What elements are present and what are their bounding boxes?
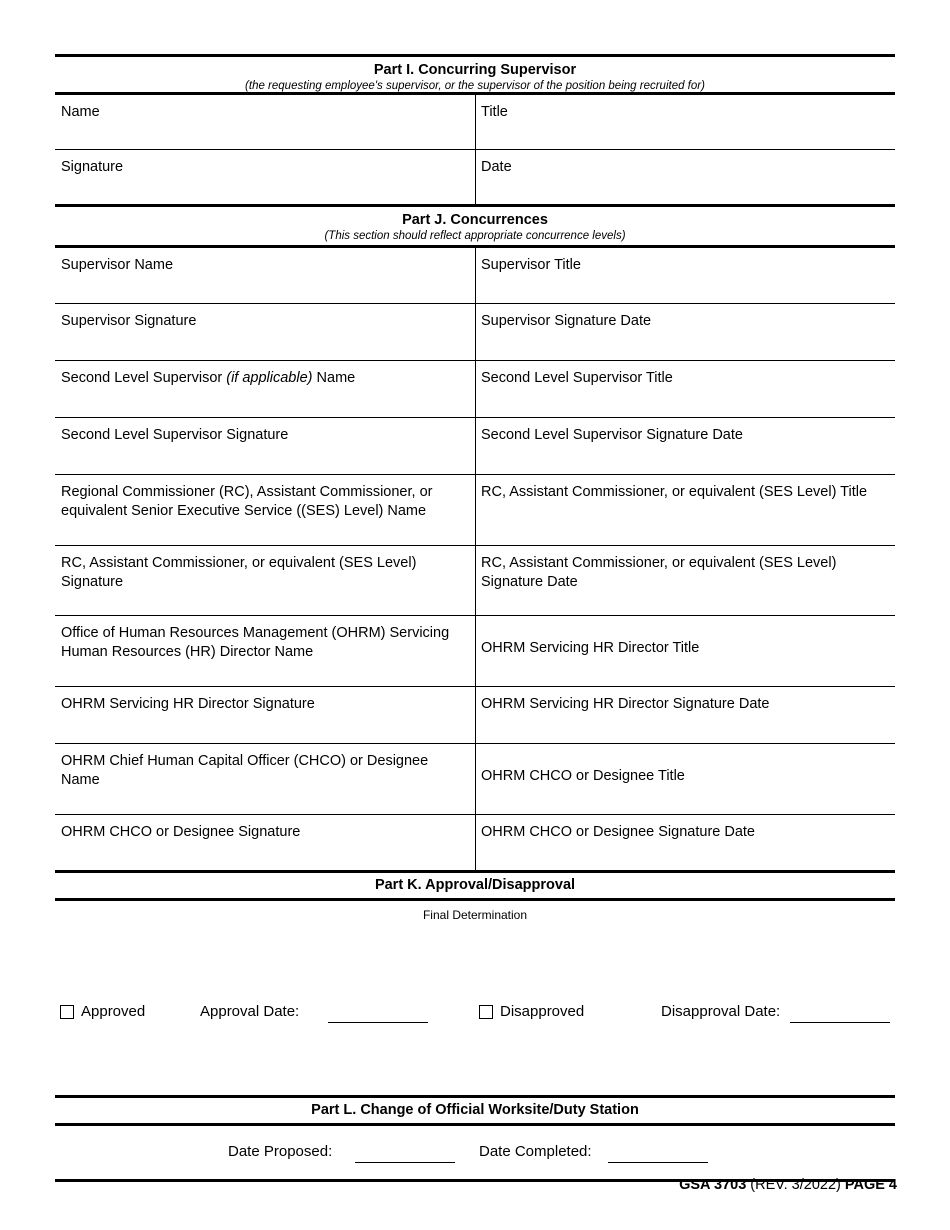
ohrm-hr-director-name-field[interactable]: Office of Human Resources Management (OHRM) Servicing Human Resources (HR) Director Name: [61, 625, 450, 660]
title-field[interactable]: Title: [475, 95, 895, 149]
part-l-header: [55, 1098, 895, 1123]
part-l-body: [55, 1126, 895, 1179]
date-proposed-label: Date Proposed:: [228, 1143, 333, 1160]
part-i-subtitle: (the requesting employee's supervisor, or the supervisor of the position being recruited for): [245, 80, 705, 92]
page-footer: [679, 1177, 897, 1193]
disapproval-date-label: Disapproval Date:: [661, 1003, 781, 1020]
ohrm-chco-signature-date-field[interactable]: OHRM CHCO or Designee Signature Date: [475, 815, 895, 870]
approved-label: Approved: [81, 1003, 146, 1020]
part-j-header: [55, 207, 895, 245]
date-proposed-group: [355, 1145, 455, 1163]
page-number: PAGE 4: [844, 1177, 897, 1193]
part-i-row-name: [55, 95, 895, 149]
date-proposed-group: [228, 1143, 332, 1160]
second-level-supervisor-name-field[interactable]: [55, 361, 475, 417]
final-determination-label: Final Determination: [422, 908, 528, 922]
label-text: Second Level Supervisor: [61, 370, 227, 386]
rc-signature-date-field[interactable]: RC, Assistant Commissioner, or equivalent (SES Level) Signature Date: [475, 546, 895, 615]
date-completed-label: Date Completed:: [479, 1143, 592, 1160]
concurrence-row: [55, 686, 895, 743]
supervisor-signature-date-field[interactable]: Supervisor Signature Date: [475, 304, 895, 360]
date-completed-group: [479, 1143, 592, 1160]
second-level-supervisor-title-field[interactable]: Second Level Supervisor Title: [475, 361, 895, 417]
rc-name-field[interactable]: Regional Commissioner (RC), Assistant Commissioner, or equivalent Senior Executive Service ((SES) Level) Name: [61, 484, 433, 519]
disapproval-date-input[interactable]: [790, 1005, 890, 1023]
supervisor-signature-field[interactable]: Supervisor Signature: [61, 313, 197, 329]
date-completed-input[interactable]: [608, 1145, 708, 1163]
ohrm-chco-title-field[interactable]: OHRM CHCO or Designee Title: [475, 744, 895, 814]
form-page: [55, 54, 895, 1182]
approved-checkbox[interactable]: [60, 1005, 74, 1019]
supervisor-name-field[interactable]: Supervisor Name: [61, 257, 174, 273]
label-text: Name: [312, 370, 356, 386]
part-k-title: Part K. Approval/Disapproval: [374, 877, 576, 893]
concurrence-row: [55, 545, 895, 615]
name-field[interactable]: Name: [61, 104, 100, 120]
rc-title-field[interactable]: RC, Assistant Commissioner, or equivalent (SES Level) Title: [475, 475, 895, 545]
ohrm-hr-director-signature-field[interactable]: OHRM Servicing HR Director Signature: [61, 696, 315, 712]
second-level-supervisor-signature-field[interactable]: Second Level Supervisor Signature: [61, 427, 289, 443]
rc-signature-field[interactable]: RC, Assistant Commissioner, or equivalent (SES Level) Signature: [61, 555, 417, 590]
approved-option[interactable]: [60, 1003, 145, 1020]
disapproval-date-group: [790, 1005, 890, 1023]
part-i-title: Part I. Concurring Supervisor: [373, 62, 577, 78]
part-i-row-signature: [55, 149, 895, 204]
approval-date-label: Approval Date:: [200, 1003, 300, 1020]
part-k-body: [55, 901, 895, 1095]
supervisor-title-field[interactable]: Supervisor Title: [475, 248, 895, 303]
disapproved-checkbox[interactable]: [479, 1005, 493, 1019]
part-j-title: Part J. Concurrences: [402, 212, 548, 228]
ohrm-hr-director-title-field[interactable]: OHRM Servicing HR Director Title: [475, 616, 895, 686]
ohrm-chco-name-field[interactable]: OHRM Chief Human Capital Officer (CHCO) or Designee Name: [61, 753, 429, 788]
concurrence-row: [55, 743, 895, 814]
concurrence-row: [55, 417, 895, 474]
concurrence-row: [55, 360, 895, 417]
concurrence-row: [55, 248, 895, 303]
date-field[interactable]: Date: [475, 150, 895, 204]
part-l-title: Part L. Change of Official Worksite/Duty Station: [311, 1102, 639, 1118]
form-id: GSA 3703: [679, 1177, 747, 1193]
label-qualifier: (if applicable): [226, 370, 313, 386]
part-j-subtitle: (This section should reflect appropriate concurrence levels): [324, 230, 626, 242]
concurrence-row: [55, 615, 895, 686]
ohrm-chco-signature-field[interactable]: OHRM CHCO or Designee Signature: [61, 824, 301, 840]
part-i-header: [55, 57, 895, 92]
approval-date-group: [328, 1005, 428, 1023]
approval-date-input[interactable]: [328, 1005, 428, 1023]
disapproved-option[interactable]: [479, 1003, 584, 1020]
part-k-header: [55, 873, 895, 898]
signature-field[interactable]: Signature: [61, 159, 124, 175]
disapproved-label: Disapproved: [500, 1003, 585, 1020]
ohrm-hr-director-signature-date-field[interactable]: OHRM Servicing HR Director Signature Date: [475, 687, 895, 743]
date-completed-group: [608, 1145, 708, 1163]
concurrence-row: [55, 303, 895, 360]
concurrence-row: [55, 474, 895, 545]
approval-date-group: [200, 1003, 299, 1020]
approval-options: [55, 1003, 895, 1025]
form-revision: (REV. 3/2022): [750, 1177, 841, 1193]
disapproval-date-group: [661, 1003, 780, 1020]
concurrence-row: [55, 814, 895, 870]
date-proposed-input[interactable]: [355, 1145, 455, 1163]
second-level-supervisor-signature-date-field[interactable]: Second Level Supervisor Signature Date: [475, 418, 895, 474]
